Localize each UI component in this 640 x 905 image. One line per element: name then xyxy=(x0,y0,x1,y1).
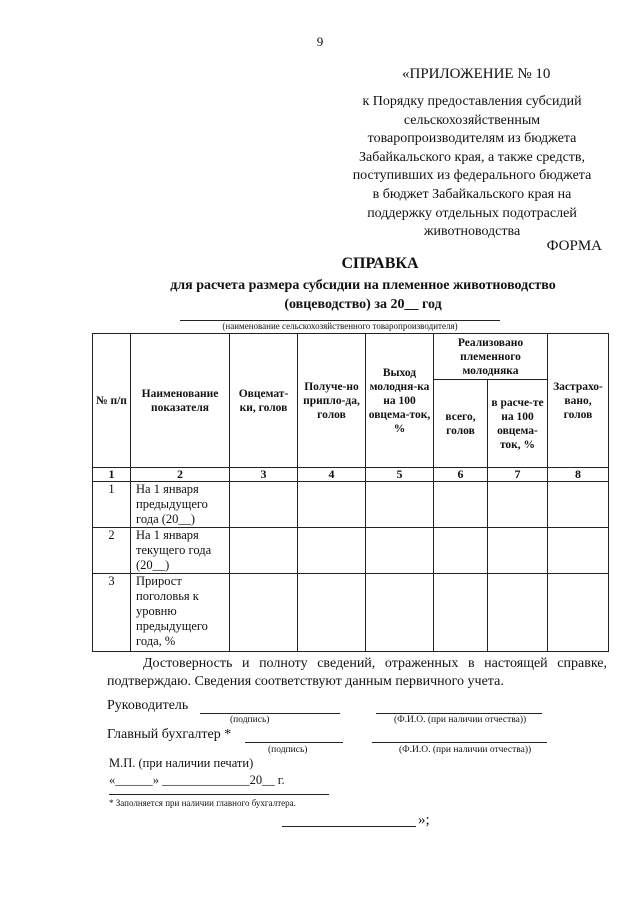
column-number: 6 xyxy=(434,468,488,482)
closing-quote: »; xyxy=(418,812,430,828)
date-line[interactable]: «______» ______________20__ г. xyxy=(109,773,285,787)
document-title: СПРАВКА xyxy=(341,255,419,272)
accountant-fio-line[interactable] xyxy=(372,742,547,743)
table-cell[interactable] xyxy=(366,574,434,652)
form-label: ФОРМА xyxy=(546,238,602,254)
appendix-line: животноводства xyxy=(423,224,521,240)
table-cell[interactable] xyxy=(298,482,366,528)
header-insured: Застрахо-вано, голов xyxy=(548,334,609,468)
table-cell[interactable] xyxy=(298,574,366,652)
table-cell[interactable] xyxy=(298,528,366,574)
table-cell[interactable] xyxy=(434,574,488,652)
header-sold-total: всего, голов xyxy=(434,380,488,468)
row-label: На 1 января текущего года (20__) xyxy=(131,528,230,574)
head-fio-line[interactable] xyxy=(376,713,542,714)
head-label: Руководитель xyxy=(107,698,189,713)
table-cell[interactable] xyxy=(230,528,298,574)
footnote: * Заполняется при наличии главного бухгалтера. xyxy=(109,798,296,808)
document-subtitle xyxy=(140,276,586,314)
head-signature-line[interactable] xyxy=(200,713,340,714)
appendix-description xyxy=(345,93,599,242)
header-offspring: Получе-но припло-да, голов xyxy=(298,334,366,468)
appendix-line: поддержку отдельных подотраслей xyxy=(367,205,577,221)
appendix-line: товаропроизводителям из бюджета xyxy=(367,131,577,147)
appendix-line: к Порядку предоставления субсидий xyxy=(362,94,582,109)
column-number: 8 xyxy=(548,468,609,482)
table-cell[interactable] xyxy=(434,482,488,528)
header-sold-per100: в расче-те на 100 овцема-ток, % xyxy=(488,380,548,468)
organization-caption: (наименование сельскохозяйственного товаропроизводителя) xyxy=(222,321,458,331)
table-cell[interactable] xyxy=(366,528,434,574)
page-number: 9 xyxy=(316,34,324,49)
chief-accountant-label: Главный бухгалтер * xyxy=(107,727,232,742)
column-number: 1 xyxy=(93,468,131,482)
row-number: 1 xyxy=(93,482,131,528)
table-cell[interactable] xyxy=(548,574,609,652)
header-num: № п/п xyxy=(93,334,131,468)
column-number: 4 xyxy=(298,468,366,482)
signature-caption: (подпись) xyxy=(230,715,270,725)
table-cell[interactable] xyxy=(230,574,298,652)
table-cell[interactable] xyxy=(434,528,488,574)
confirmation-text: Достоверность и полноту сведений, отраженных в настоящей справке, подтверждаю. Сведения соответствуют данным первичного учета. xyxy=(107,656,607,689)
column-number: 3 xyxy=(230,468,298,482)
table-cell[interactable] xyxy=(488,482,548,528)
header-sheep: Овцемат-ки, голов xyxy=(230,334,298,468)
closing-line xyxy=(282,826,416,827)
accountant-signature-line[interactable] xyxy=(245,742,343,743)
table-cell[interactable] xyxy=(488,574,548,652)
column-number: 2 xyxy=(131,468,230,482)
table-cell[interactable] xyxy=(366,482,434,528)
appendix-title: «ПРИЛОЖЕНИЕ № 10 xyxy=(402,66,551,82)
appendix-line: в бюджет Забайкальского края на xyxy=(372,186,572,202)
appendix-line: поступивших из федерального бюджета xyxy=(352,168,592,184)
table-cell[interactable] xyxy=(548,482,609,528)
subtitle-line: для расчета размера субсидии на племенное животноводство xyxy=(170,278,556,293)
stamp-label: М.П. (при наличии печати) xyxy=(109,756,254,770)
subtitle-line: (овцеводство) за 20__ год xyxy=(284,297,442,312)
column-number: 7 xyxy=(488,468,548,482)
row-label: Прирост поголовья к уровню предыдущего года, % xyxy=(131,574,230,652)
signature-caption: (подпись) xyxy=(268,745,308,755)
row-number: 2 xyxy=(93,528,131,574)
appendix-line: сельскохозяйственным xyxy=(403,112,541,128)
table-cell[interactable] xyxy=(488,528,548,574)
header-sold-group: Реализовано племенного молодняка xyxy=(434,334,548,380)
table-cell[interactable] xyxy=(230,482,298,528)
fio-caption: (Ф.И.О. (при наличии отчества)) xyxy=(399,745,532,755)
column-number: 5 xyxy=(366,468,434,482)
row-label: На 1 января предыдущего года (20__) xyxy=(131,482,230,528)
row-number: 3 xyxy=(93,574,131,652)
header-name: Наименование показателя xyxy=(131,334,230,468)
appendix-line: Забайкальского края, а также средств, xyxy=(358,149,586,165)
subsidy-table xyxy=(92,333,609,652)
header-yield: Выход молодня-ка на 100 овцема-ток, % xyxy=(366,334,434,468)
footnote-divider xyxy=(109,794,329,795)
fio-caption: (Ф.И.О. (при наличии отчества)) xyxy=(394,715,527,725)
table-cell[interactable] xyxy=(548,528,609,574)
